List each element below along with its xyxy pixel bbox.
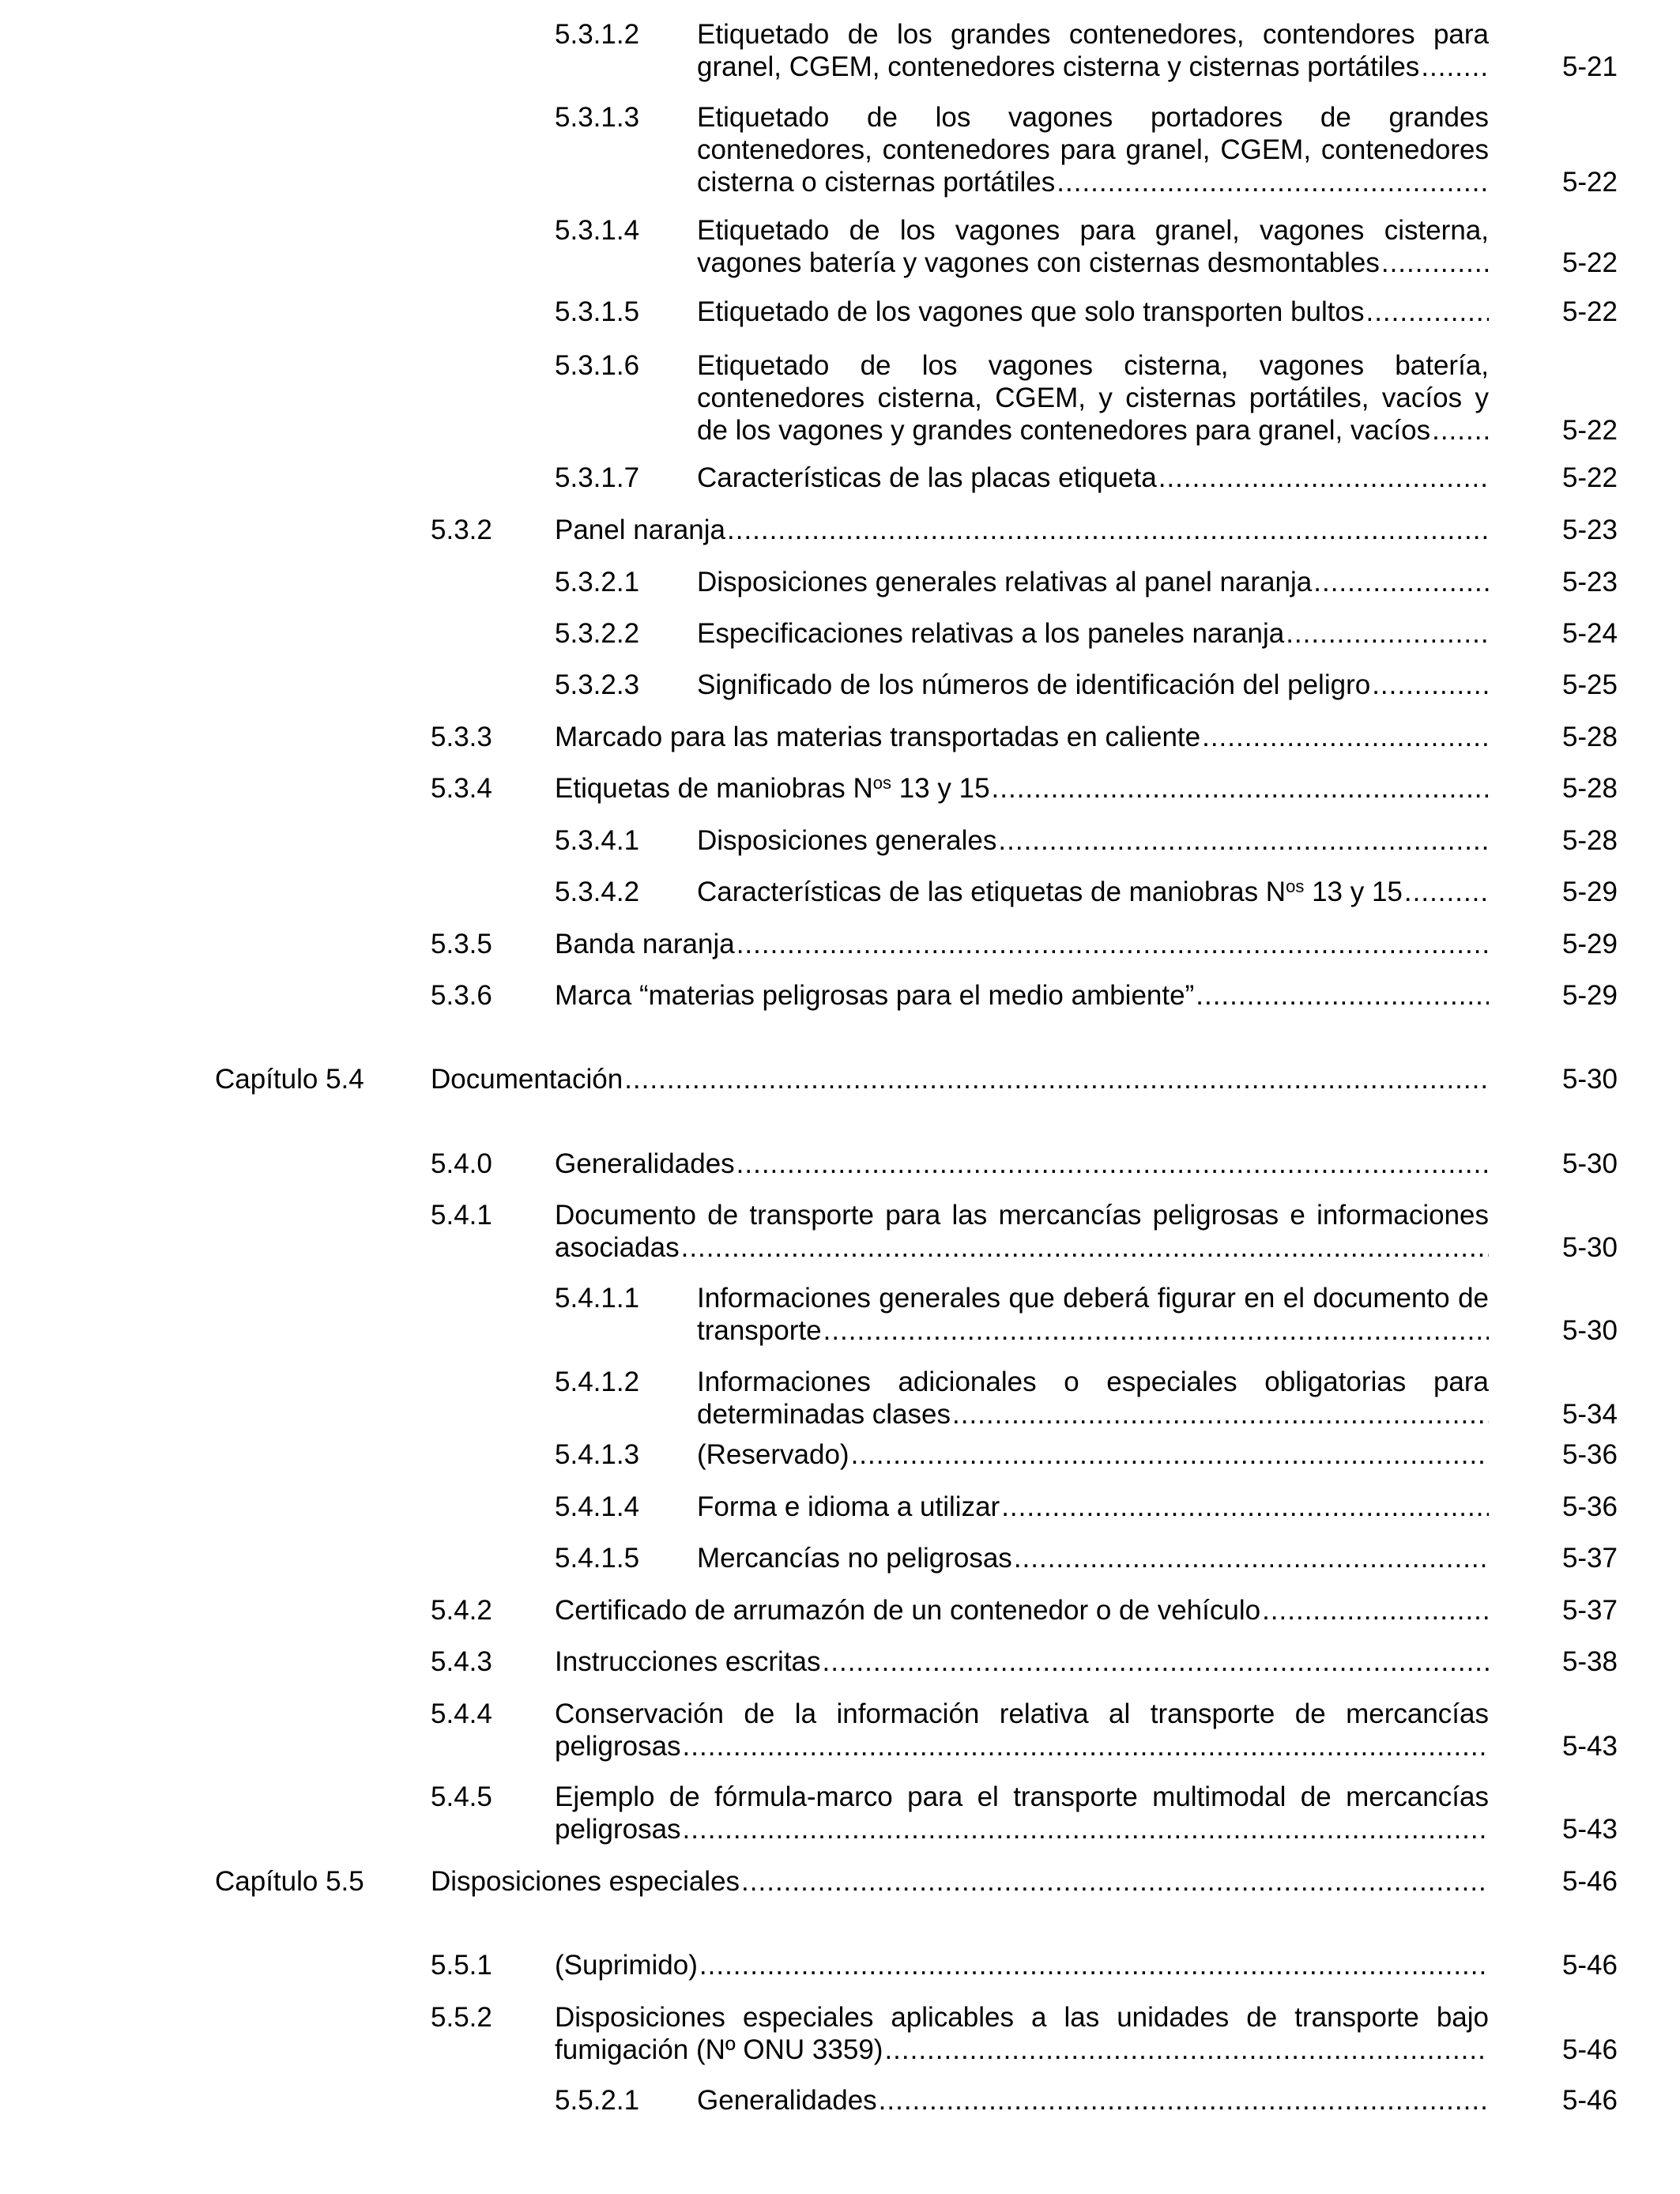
section-number: 5.5.2.1: [555, 2085, 640, 2116]
dot-leader: [1001, 1491, 1489, 1523]
title-line: Etiquetado de los vagones cisterna, vagones batería,: [697, 350, 1489, 381]
title-line: [555, 772, 1489, 805]
title-line: [697, 669, 1489, 701]
toc-entry: [0, 2001, 1680, 2066]
title-line: [697, 2084, 1489, 2117]
section-title: [697, 824, 1489, 857]
section-title: [697, 349, 1489, 447]
title-line: [697, 414, 1489, 447]
toc-entry: [0, 1366, 1680, 1431]
page-number: 5-43: [1561, 1731, 1618, 1762]
chapter-label: Capítulo 5.4: [215, 1064, 364, 1095]
page-number: 5-30: [1561, 1148, 1618, 1179]
section-title: [555, 514, 1489, 546]
section-number: 5.3.2: [431, 515, 492, 545]
dot-leader: [823, 1646, 1489, 1678]
section-title: [555, 2001, 1489, 2066]
page-number: 5-46: [1561, 1950, 1618, 1981]
title-line: Informaciones generales que deberá figurar en el documento de: [697, 1283, 1489, 1314]
title-line: [555, 1148, 1489, 1180]
toc-entry: [0, 1542, 1680, 1574]
page-number: 5-30: [1561, 1315, 1618, 1346]
section-number: 5.3.2.3: [555, 669, 640, 700]
toc-entry: [0, 101, 1680, 198]
page-number: 5-22: [1561, 462, 1618, 493]
section-title: [697, 462, 1489, 494]
title-line: contenedores, contenedores para granel, CGEM, contenedores: [697, 134, 1489, 165]
dot-leader: [884, 2034, 1489, 2066]
dot-leader: [1404, 876, 1489, 908]
title-text: vagones batería y vagones con cisternas desmontables: [697, 247, 1380, 278]
dot-leader: [851, 1438, 1489, 1471]
title-line: [697, 1438, 1489, 1471]
title-line: [555, 979, 1489, 1012]
dot-leader: [741, 1865, 1489, 1898]
toc-entry: [0, 462, 1680, 494]
title-line: Conservación de la información relativa al transporte de mercancías: [555, 1698, 1489, 1729]
title-line: [555, 1813, 1489, 1845]
superscript: os: [872, 773, 891, 793]
section-title: [555, 1781, 1489, 1845]
dot-leader: [736, 928, 1489, 960]
title-text: Mercancías no peligrosas: [697, 1543, 1012, 1574]
title-line: [555, 2034, 1489, 2066]
section-title: [555, 1594, 1489, 1627]
section-number: 5.3.1.5: [555, 296, 640, 327]
title-line: [697, 1491, 1489, 1523]
section-number: 5.3.6: [431, 980, 492, 1011]
page-number: 5-23: [1561, 515, 1618, 545]
title-text: Especificaciones relativas a los paneles naranja: [697, 618, 1285, 649]
section-number: 5.4.1.3: [555, 1439, 640, 1470]
section-number: 5.3.2.1: [555, 567, 640, 598]
page-number: 5-22: [1561, 296, 1618, 327]
toc-entry: [0, 514, 1680, 546]
title-line: [697, 247, 1489, 279]
section-title: [697, 214, 1489, 279]
section-title: [697, 296, 1489, 328]
section-title: [697, 566, 1489, 598]
chapter-label: Capítulo 5.5: [215, 1866, 364, 1897]
title-line: [697, 1314, 1489, 1347]
title-text: Etiquetado de los vagones que solo transporten bultos: [697, 296, 1365, 327]
title-line: Etiquetado de los vagones portadores de grandes: [697, 102, 1489, 133]
page-number: 5-38: [1561, 1646, 1618, 1677]
page-number: 5-21: [1561, 51, 1618, 82]
toc-entry: [0, 772, 1680, 805]
title-text: Disposiciones generales: [697, 825, 997, 856]
toc-entry: [0, 18, 1680, 83]
section-number: 5.4.4: [431, 1698, 492, 1729]
section-title: [697, 1366, 1489, 1431]
toc-entry: [0, 1781, 1680, 1845]
page-number: 5-30: [1561, 1232, 1618, 1263]
page-number: 5-22: [1561, 247, 1618, 278]
title-line: [555, 1231, 1489, 1264]
page-number: 5-46: [1561, 2034, 1618, 2065]
section-number: 5.3.5: [431, 929, 492, 959]
toc-entry: [0, 2084, 1680, 2117]
dot-leader: [1057, 166, 1489, 198]
title-text: peligrosas: [555, 1814, 681, 1845]
section-number: 5.3.1.4: [555, 215, 640, 246]
title-line: [697, 296, 1489, 328]
toc-entry: [0, 1949, 1680, 1981]
toc-entry: [0, 617, 1680, 650]
section-number: 5.3.4: [431, 773, 492, 804]
page-number: 5-37: [1561, 1595, 1618, 1626]
section-number: 5.3.1.2: [555, 19, 640, 50]
title-part: Características de las etiquetas de maniobras N: [697, 876, 1286, 907]
title-text: Disposiciones especiales: [431, 1866, 740, 1897]
page-number: 5-24: [1561, 618, 1618, 649]
title-text: fumigación (Nº ONU 3359): [555, 2034, 883, 2065]
title-line: [697, 824, 1489, 857]
dot-leader: [1421, 51, 1489, 83]
superscript: os: [1286, 876, 1305, 896]
page-number: 5-29: [1561, 876, 1618, 907]
dot-leader: [879, 2084, 1489, 2117]
title-line: [697, 166, 1489, 198]
dot-leader: [1196, 979, 1489, 1012]
section-title: [697, 1282, 1489, 1347]
title-line: [697, 566, 1489, 598]
title-line: [697, 617, 1489, 650]
dot-leader: [683, 1813, 1489, 1845]
dot-leader: [823, 1314, 1489, 1347]
toc-entry: [0, 979, 1680, 1012]
page-number: 5-29: [1561, 929, 1618, 959]
title-text: Instrucciones escritas: [555, 1646, 821, 1677]
section-number: 5.4.0: [431, 1148, 492, 1179]
title-text: Características de las placas etiqueta: [697, 462, 1157, 493]
title-text: Documentación: [431, 1064, 623, 1095]
section-title: [555, 1148, 1489, 1180]
section-title: [697, 18, 1489, 83]
section-number: 5.3.4.1: [555, 825, 640, 856]
title-line: [555, 1594, 1489, 1627]
page-number: 5-36: [1561, 1439, 1618, 1470]
section-title: [431, 1865, 1489, 1898]
section-number: 5.4.5: [431, 1781, 492, 1812]
toc-entry: [0, 1148, 1680, 1180]
section-number: 5.3.1.6: [555, 350, 640, 381]
section-title: [697, 1542, 1489, 1574]
toc-entry: [0, 1438, 1680, 1471]
title-text: (Reservado): [697, 1439, 849, 1470]
section-number: 5.4.1.4: [555, 1491, 640, 1522]
section-number: 5.3.1.3: [555, 102, 640, 133]
toc-entry: [0, 349, 1680, 447]
page-number: 5-23: [1561, 567, 1618, 598]
page-number: 5-28: [1561, 722, 1618, 752]
title-part: 13 y 15: [898, 773, 990, 804]
title-line: Documento de transporte para las mercancías peligrosas e informaciones: [555, 1200, 1489, 1231]
title-line: [431, 1865, 1489, 1898]
toc-entry: [0, 669, 1680, 701]
toc-entry: [0, 1646, 1680, 1678]
dot-leader: [1202, 721, 1489, 753]
title-line: [555, 1646, 1489, 1678]
title-line: [697, 51, 1489, 83]
title-text: Significado de los números de identificación del peligro: [697, 669, 1371, 700]
section-title: [555, 928, 1489, 960]
page-number: 5-37: [1561, 1543, 1618, 1574]
page-number: 5-43: [1561, 1814, 1618, 1845]
section-title: [697, 617, 1489, 650]
title-text: Certificado de arrumazón de un contenedor o de vehículo: [555, 1595, 1261, 1626]
title-text: Marca “materias peligrosas para el medio ambiente”: [555, 980, 1195, 1011]
title-text: transporte: [697, 1315, 822, 1346]
section-number: 5.3.1.7: [555, 462, 640, 493]
section-title: [697, 1438, 1489, 1471]
dot-leader: [1286, 617, 1489, 650]
toc-entry: [0, 1594, 1680, 1627]
title-text: Banda naranja: [555, 929, 735, 959]
title-line: Ejemplo de fórmula-marco para el transporte multimodal de mercancías: [555, 1781, 1489, 1812]
dot-leader: [736, 1148, 1489, 1180]
page-number: 5-29: [1561, 980, 1618, 1011]
section-title: [697, 2084, 1489, 2117]
title-text: determinadas clases: [697, 1399, 951, 1430]
title-text: Forma e idioma a utilizar: [697, 1491, 1000, 1522]
page-number: 5-25: [1561, 669, 1618, 700]
toc-entry: [0, 1698, 1680, 1762]
dot-leader: [1372, 669, 1489, 701]
title-text: de los vagones y grandes contenedores para granel, vacíos: [697, 415, 1431, 446]
title-line: [431, 1063, 1489, 1095]
title-text: Generalidades: [697, 2085, 877, 2116]
title-text: peligrosas: [555, 1731, 681, 1762]
section-number: 5.4.3: [431, 1646, 492, 1677]
dot-leader: [681, 1231, 1489, 1264]
toc-entry: [0, 1491, 1680, 1523]
title-text: Marcado para las materias transportadas en caliente: [555, 722, 1201, 752]
dot-leader: [1365, 296, 1489, 328]
section-number: 5.3.2.2: [555, 618, 640, 649]
title-line: Disposiciones especiales aplicables a las unidades de transporte bajo: [555, 2002, 1489, 2033]
title-text: cisterna o cisternas portátiles: [697, 167, 1056, 198]
title-line: [555, 1949, 1489, 1981]
section-title: [697, 876, 1489, 908]
toc-entry: [0, 824, 1680, 857]
title-line: [555, 1730, 1489, 1762]
page-number: 5-36: [1561, 1491, 1618, 1522]
title-text: asociadas: [555, 1232, 680, 1263]
title-text: Panel naranja: [555, 515, 725, 545]
title-text: Disposiciones generales relativas al panel naranja: [697, 567, 1313, 598]
title-part: Etiquetas de maniobras N: [555, 773, 873, 804]
title-line: [697, 1398, 1489, 1431]
title-line: [555, 514, 1489, 546]
title-part: 13 y 15: [1312, 876, 1403, 907]
dot-leader: [1313, 566, 1489, 598]
page-number: 5-34: [1561, 1399, 1618, 1430]
title-text: (Suprimido): [555, 1950, 698, 1981]
dot-leader: [727, 514, 1489, 546]
dot-leader: [699, 1949, 1489, 1981]
title-line: [697, 462, 1489, 494]
section-number: 5.4.2: [431, 1595, 492, 1626]
toc-entry: [0, 1199, 1680, 1264]
title-line: Etiquetado de los vagones para granel, vagones cisterna,: [697, 215, 1489, 246]
toc-entry: [0, 296, 1680, 328]
section-number: 5.4.1: [431, 1200, 492, 1231]
dot-leader: [952, 1398, 1489, 1431]
title-text: granel, CGEM, contenedores cisterna y cisternas portátiles: [697, 51, 1420, 82]
toc-entry: [0, 566, 1680, 598]
toc-entry: [0, 721, 1680, 753]
title-text: [555, 772, 990, 805]
page-number: 5-28: [1561, 773, 1618, 804]
title-line: Etiquetado de los grandes contenedores, contendores para: [697, 19, 1489, 50]
page-number: 5-22: [1561, 167, 1618, 198]
title-line: contenedores cisterna, CGEM, y cisternas portátiles, vacíos y: [697, 383, 1489, 413]
title-text: [697, 876, 1403, 908]
page-number: 5-22: [1561, 415, 1618, 446]
section-number: 5.5.1: [431, 1950, 492, 1981]
section-title: [555, 979, 1489, 1012]
section-title: [697, 101, 1489, 198]
section-title: [555, 721, 1489, 753]
dot-leader: [1158, 462, 1489, 494]
section-title: [555, 1646, 1489, 1678]
page-number: 5-46: [1561, 2085, 1618, 2116]
section-title: [555, 772, 1489, 805]
page-number: 5-46: [1561, 1866, 1618, 1897]
dot-leader: [1381, 247, 1489, 279]
page-number: 5-30: [1561, 1064, 1618, 1095]
section-title: [697, 1491, 1489, 1523]
dot-leader: [998, 824, 1489, 857]
section-title: [555, 1199, 1489, 1264]
toc-entry: [0, 876, 1680, 908]
title-line: [555, 721, 1489, 753]
section-number: 5.4.1.5: [555, 1543, 640, 1574]
title-line: [697, 1542, 1489, 1574]
title-line: [697, 876, 1489, 908]
section-title: [697, 669, 1489, 701]
section-number: 5.4.1.2: [555, 1367, 640, 1397]
dot-leader: [1432, 414, 1489, 447]
dot-leader: [1262, 1594, 1489, 1627]
dot-leader: [992, 772, 1489, 805]
toc-entry: [0, 214, 1680, 279]
dot-leader: [624, 1063, 1489, 1095]
section-number: 5.3.4.2: [555, 876, 640, 907]
section-number: 5.4.1.1: [555, 1283, 640, 1314]
dot-leader: [683, 1730, 1489, 1762]
section-title: [555, 1949, 1489, 1981]
section-title: [555, 1698, 1489, 1762]
dot-leader: [1014, 1542, 1489, 1574]
section-number: 5.3.3: [431, 722, 492, 752]
toc-entry: [0, 1282, 1680, 1347]
toc-entry: [0, 1865, 1680, 1898]
toc-entry: [0, 928, 1680, 960]
title-line: [555, 928, 1489, 960]
title-line: Informaciones adicionales o especiales obligatorias para: [697, 1367, 1489, 1397]
toc-entry: [0, 1063, 1680, 1095]
page-number: 5-28: [1561, 825, 1618, 856]
section-title: [431, 1063, 1489, 1095]
section-number: 5.5.2: [431, 2002, 492, 2033]
title-text: Generalidades: [555, 1148, 735, 1179]
